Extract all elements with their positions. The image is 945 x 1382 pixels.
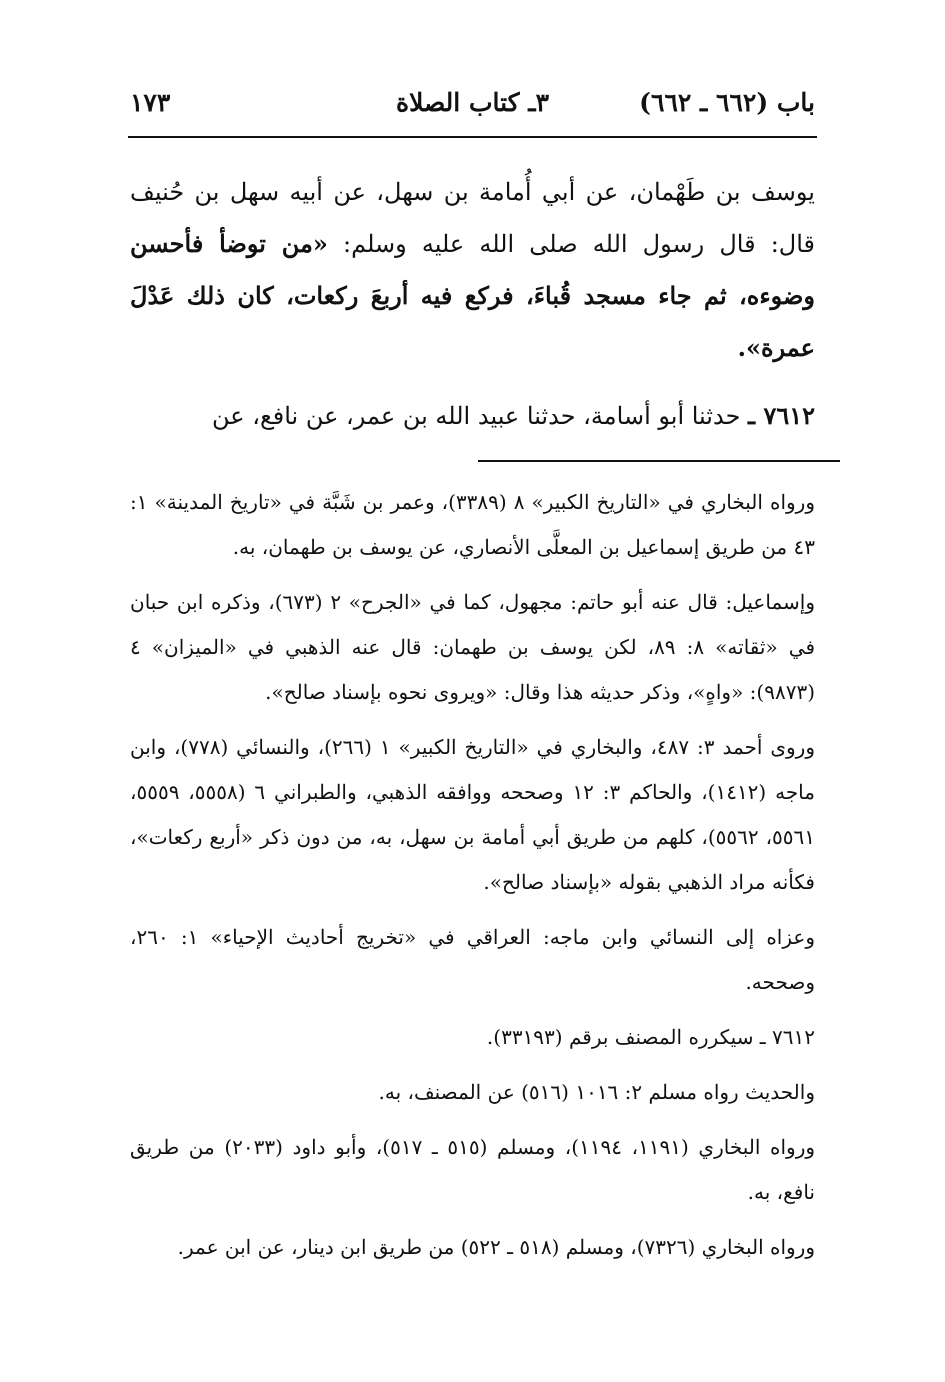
- main-text: [130, 166, 815, 442]
- page-header: [130, 88, 815, 128]
- footnote-paragraph: والحديث رواه مسلم ٢: ١٠١٦ (٥١٦) عن المصنف، به.: [378, 1080, 815, 1104]
- footnote-paragraph: وإسماعيل: قال عنه أبو حاتم: مجهول، كما في «الجرح» ٢ (٦٧٣)، وذكره ابن حبان في «ثقاته» ٨: ٨٩، لكن يوسف بن طهمان: قال عنه الذهبي في «الميزان» ٤ (٩٨٧٣): «واهٍ»، وذكر حديثه هذا وقال: «ويروى نحوه بإسناد صالح».: [130, 590, 815, 704]
- footnote-paragraph: ورواه البخاري في «التاريخ الكبير» ٨ (٣٣٨٩)، وعمر بن شَبَّة في «تاريخ المدينة» ١: ٤٣ من طريق إسماعيل بن المعلَّى الأنصاري، عن يوسف بن طهمان، به.: [130, 490, 815, 559]
- isnad-text: يوسف بن طَهْمان، عن أبي أُمامة بن سهل، عن أبيه سهل بن حُنيف قال: قال رسول الله صلى الله عليه وسلم:: [130, 178, 815, 258]
- hadith-7612: [130, 390, 815, 442]
- hadith-number: ٧٦١٢ ـ: [748, 401, 815, 430]
- footnote-paragraph: ورواه البخاري (١١٩١، ١١٩٤)، ومسلم (٥١٥ ـ ٥١٧)، وأبو داود (٢٠٣٣) من طريق نافع، به.: [130, 1135, 816, 1204]
- chapter-heading: باب (٦٦٢ ـ ٦٦٢): [639, 88, 815, 117]
- footnote-paragraph: وروى أحمد ٣: ٤٨٧، والبخاري في «التاريخ الكبير» ١ (٢٦٦)، والنسائي (٧٧٨)، وابن ماجه (١٤١٢)، والحاكم ٣: ١٢ وصححه ووافقه الذهبي، والطبراني ٦ (٥٥٥٨، ٥٥٥٩، ٥٥٦١، ٥٥٦٢)، كلهم من طريق أبي أمامة بن سهل، به، من دون ذكر «أربع ركعات»، فكأنه مراد الذهبي بقوله «بإسناد صالح».: [130, 735, 815, 894]
- footnote-paragraph: وعزاه إلى النسائي وابن ماجه: العراقي في «تخريج أحاديث الإحياء» ١: ٢٦٠، وصححه.: [130, 925, 815, 994]
- hadith-matn: «من توضأ فأحسن وضوءه، ثم جاء مسجد قُباءَ، فركع فيه أربعَ ركعات، كان ذلك عَدْلَ عمرة».: [130, 229, 816, 362]
- header-divider: [128, 136, 817, 138]
- hadith-isnad: حدثنا أبو أسامة، حدثنا عبيد الله بن عمر، عن نافع، عن: [211, 402, 749, 430]
- book-title: ٣ـ كتاب الصلاة: [395, 88, 550, 117]
- page-number: ١٧٣: [130, 88, 171, 117]
- footnote-paragraph: ورواه البخاري (٧٣٢٦)، ومسلم (٥١٨ ـ ٥٢٢) من طريق ابن دينار، عن ابن عمر.: [177, 1235, 815, 1259]
- footnote-paragraph: ٧٦١٢ ـ سيكرره المصنف برقم (٣٣١٩٣).: [486, 1025, 815, 1049]
- hadith-7611-continuation: [130, 166, 815, 374]
- footnotes: [130, 480, 815, 1280]
- footnote-divider: [478, 460, 840, 462]
